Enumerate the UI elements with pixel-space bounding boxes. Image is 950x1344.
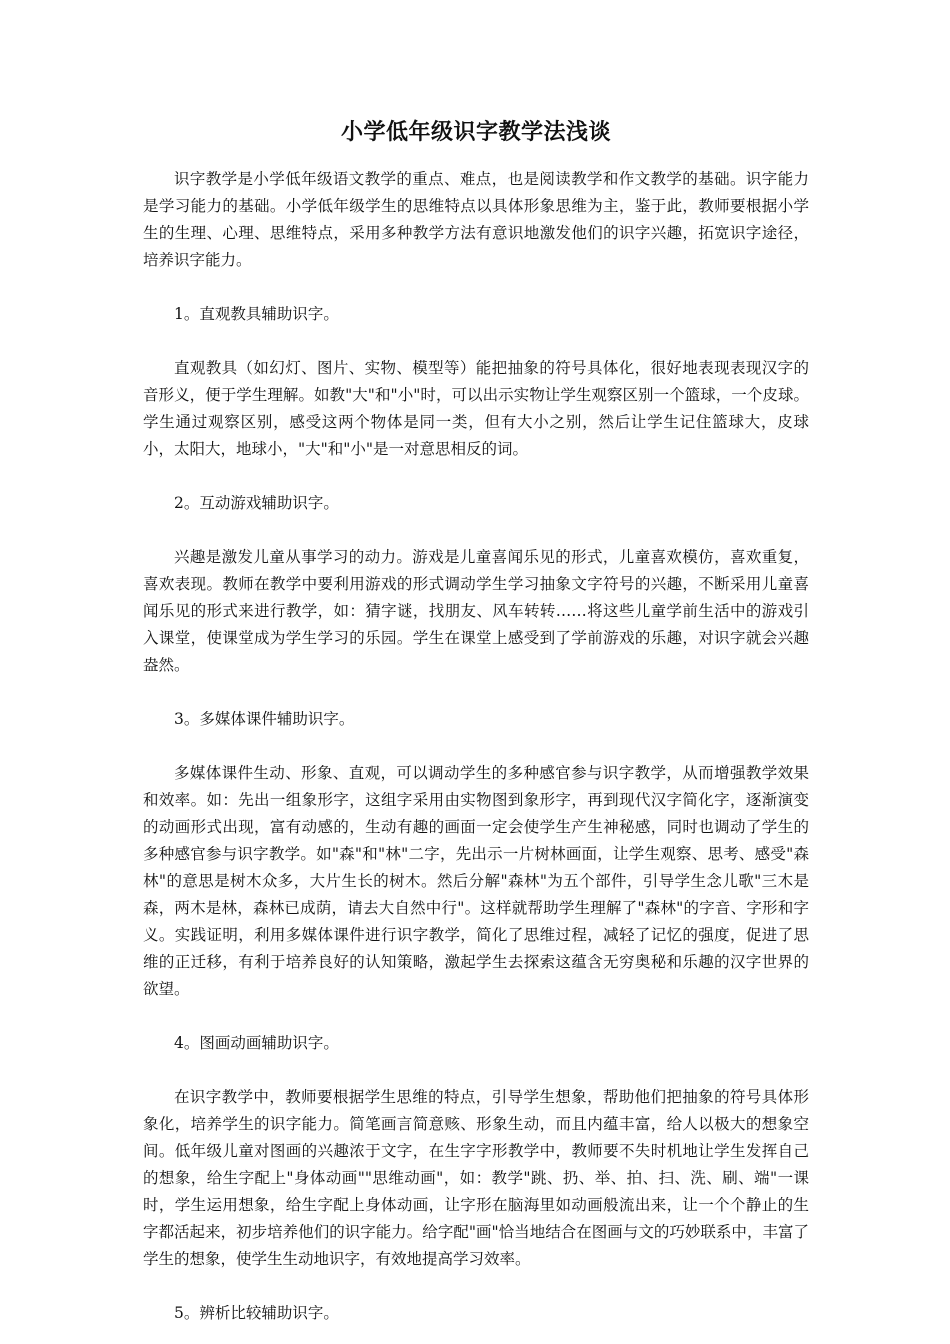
paragraph-gap [143,328,809,355]
paragraph-gap [143,463,809,490]
document-title: 小学低年级识字教学法浅谈 [340,120,611,145]
intro-paragraph: 识字教学是小学低年级语文教学的重点、难点，也是阅读教学和作文教学的基础。识字能力是学习能力的基础。小学低年级学生的思维特点以具体形象思维为主，鉴于此，教师要根据小学生的生理、心理、思维特点，采用多种教学方法有意识地激发他们的识字兴趣，拓宽识字途径，培养识字能力。 [143,170,809,269]
section-body-1: 直观教具（如幻灯、图片、实物、模型等）能把抽象的符号具体化，很好地表现表现汉字的音形义，便于学生理解。如教"大"和"小"时，可以出示实物让学生观察区别一个篮球，一个皮球。学生通过观察区别，感受这两个物体是同一类，但有大小之别，然后让学生记住篮球大，皮球小，太阳大，地球小，"大"和"小"是一对意思相反的词。 [143,359,809,458]
section-body-4: 在识字教学中，教师要根据学生思维的特点，引导学生想象，帮助他们把抽象的符号具体形象化，培养学生的识字能力。简笔画言简意赅、形象生动，而且内蕴丰富，给人以极大的想象空间。低年级儿童对图画的兴趣浓于文字，在生字字形教学中，教师要不失时机地让学生发挥自己的想象，给生字配上"身体动画""思维动画"，如：教学"跳、扔、举、拍、扫、洗、刷、端"一课时，学生运用想象，给生字配上身体动画，让字形在脑海里如动画般流出来，让一个个静止的生字都活起来，初步培养他们的识字能力。给字配"画"恰当地结合在图画与文的巧妙联系中，丰富了学生的想象，使学生生动地识字，有效地提高学习效率。 [143,1088,809,1268]
paragraph-gap [143,517,809,544]
paragraph-gap [143,274,809,301]
section-heading-2: 2。互动游戏辅助识字。 [174,494,339,512]
paragraph-gap [143,1003,809,1030]
paragraph-gap [143,679,809,706]
section-heading-1: 1。直观教具辅助识字。 [174,305,339,323]
section-heading-4: 4。图画动画辅助识字。 [174,1034,339,1052]
paragraph-gap [143,733,809,760]
section-body-3: 多媒体课件生动、形象、直观，可以调动学生的多种感官参与识字教学，从而增强教学效果和效率。如：先出一组象形字，这组字采用由实物图到象形字，再到现代汉字简化字，逐渐演变的动画形式出现，富有动感的，生动有趣的画面一定会使学生产生神秘感，同时也调动了学生的多种感官参与识字教学。如"森"和"林"二字，先出示一片树林画面，让学生观察、思考、感受"森林"的意思是树木众多，大片生长的树木。然后分解"森林"为五个部件，引导学生念儿歌"三木是森，两木是林，森林已成荫，请去大自然中行"。这样就帮助学生理解了"森林"的字音、字形和字义。实践证明，利用多媒体课件进行识字教学，简化了思维过程，减轻了记忆的强度，促进了思维的正迁移，有利于培养良好的认知策略，激起学生去探索这蕴含无穷奥秘和乐趣的汉字世界的欲望。 [143,764,809,998]
paragraph-gap [143,1273,809,1300]
paragraph-gap [143,1057,809,1084]
section-heading-5: 5。辨析比较辅助识字。 [174,1304,339,1322]
document-page [143,118,809,1327]
section-heading-3: 3。多媒体课件辅助识字。 [174,710,355,728]
section-body-2: 兴趣是激发儿童从事学习的动力。游戏是儿童喜闻乐见的形式，儿童喜欢模仿，喜欢重复，喜欢表现。教师在教学中要利用游戏的形式调动学生学习抽象文字符号的兴趣，不断采用儿童喜闻乐见的形式来进行教学，如：猜字谜，找朋友、风车转转……将这些儿童学前生活中的游戏引入课堂，使课堂成为学生学习的乐园。学生在课堂上感受到了学前游戏的乐趣，对识字就会兴趣盎然。 [143,548,809,674]
